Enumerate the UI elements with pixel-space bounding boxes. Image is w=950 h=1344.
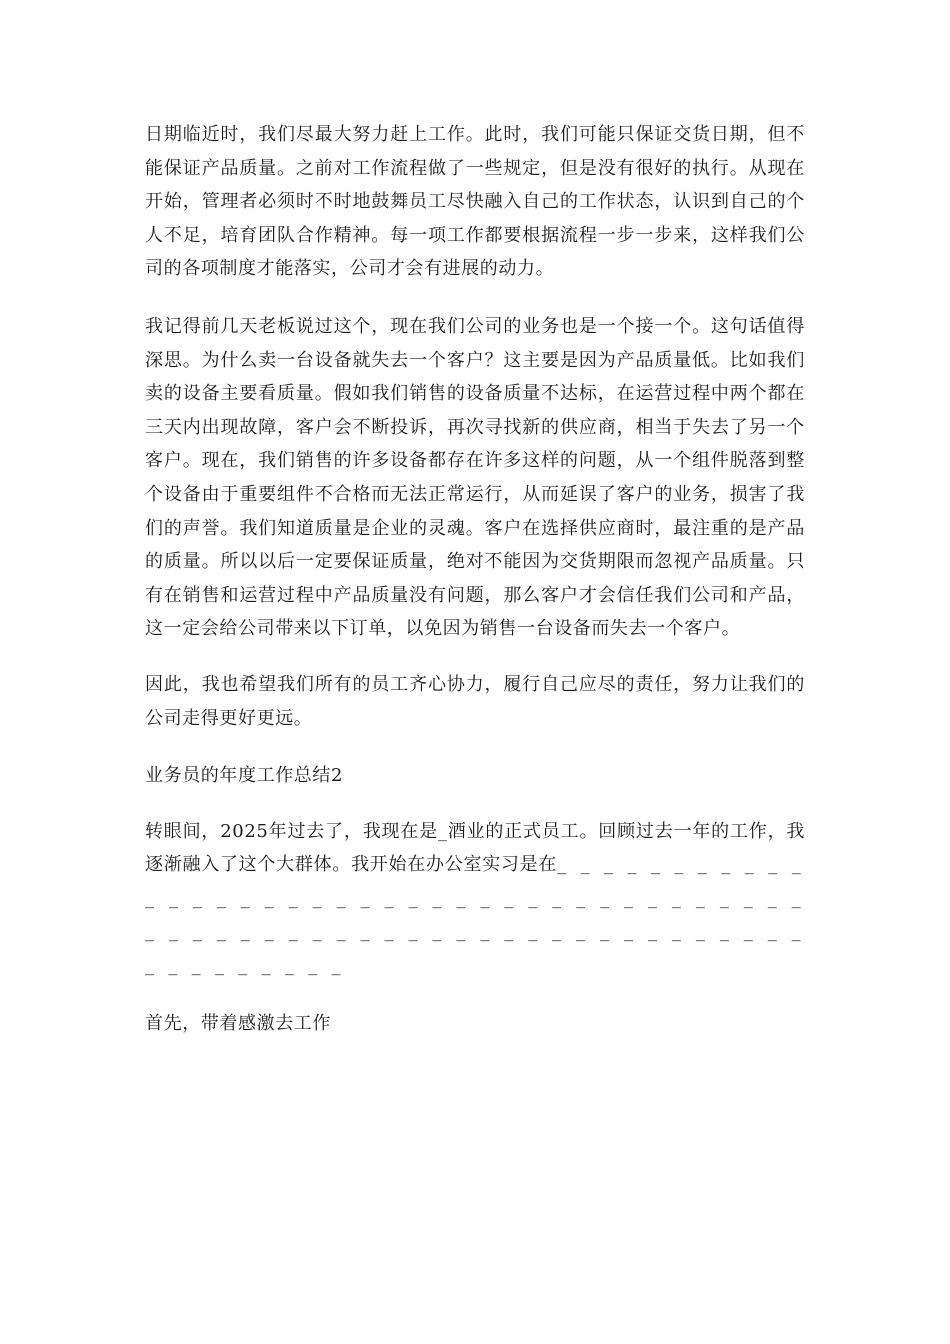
section-paragraph [145, 815, 805, 983]
section-title: 业务员的年度工作总结2 [145, 765, 344, 787]
fill-in-blank: _ _ _ _ _ _ _ _ _ _ _ _ _ _ _ _ _ _ _ _ _ _ _ _ _ _ _ _ _ _ _ _ _ _ _ _ _ _ _ _ _ _ _ _ _ _ _ _ _ _ _ _ _ _ _ _ _ _ _ _ _ _ _ _ _ _ _ _ _ _ _ _ _ _ _ _ [145, 854, 805, 977]
body-paragraph-2: 我记得前几天老板说过这个，现在我们公司的业务也是一个接一个。这句话值得深思。为什么卖一台设备就失去一个客户？这主要是因为产品质量低。比如我们卖的设备主要看质量。假如我们销售的设备质量不达标，在运营过程中两个都在三天内出现故障，客户会不断投诉，再次寻找新的供应商，相当于失去了另一个客户。现在，我们销售的许多设备都存在许多这样的问题，从一个组件脱落到整个设备由于重要组件不合格而无法正常运行，从而延误了客户的业务，损害了我们的声誉。我们知道质量是企业的灵魂。客户在选择供应商时，最注重的是产品的质量。所以以后一定要保证质量，绝对不能因为交货期限而忽视产品质量。只有在销售和运营过程中产品质量没有问题，那么客户才会信任我们公司和产品，这一定会给公司带来以下订单，以免因为销售一台设备而失去一个客户。 [145, 315, 805, 640]
document-page [145, 118, 805, 1040]
section-paragraph-text: 转眼间，2025年过去了，我现在是_酒业的正式员工。回顾过去一年的工作，我逐渐融入了这个大群体。我开始在办公室实习是在 [145, 820, 805, 876]
closing-line: 首先，带着感激去工作 [145, 1012, 331, 1034]
body-paragraph-1: 日期临近时，我们尽最大努力赶上工作。此时，我们可能只保证交货日期，但不能保证产品质量。之前对工作流程做了一些规定，但是没有很好的执行。从现在开始，管理者必须时不时地鼓舞员工尽快融入自己的工作状态，认识到自己的个人不足，培育团队合作精神。每一项工作都要根据流程一步一步来，这样我们公司的各项制度才能落实，公司才会有进展的动力。 [145, 124, 805, 280]
body-paragraph-3: 因此，我也希望我们所有的员工齐心协力，履行自己应尽的责任，努力让我们的公司走得更好更远。 [145, 673, 805, 729]
